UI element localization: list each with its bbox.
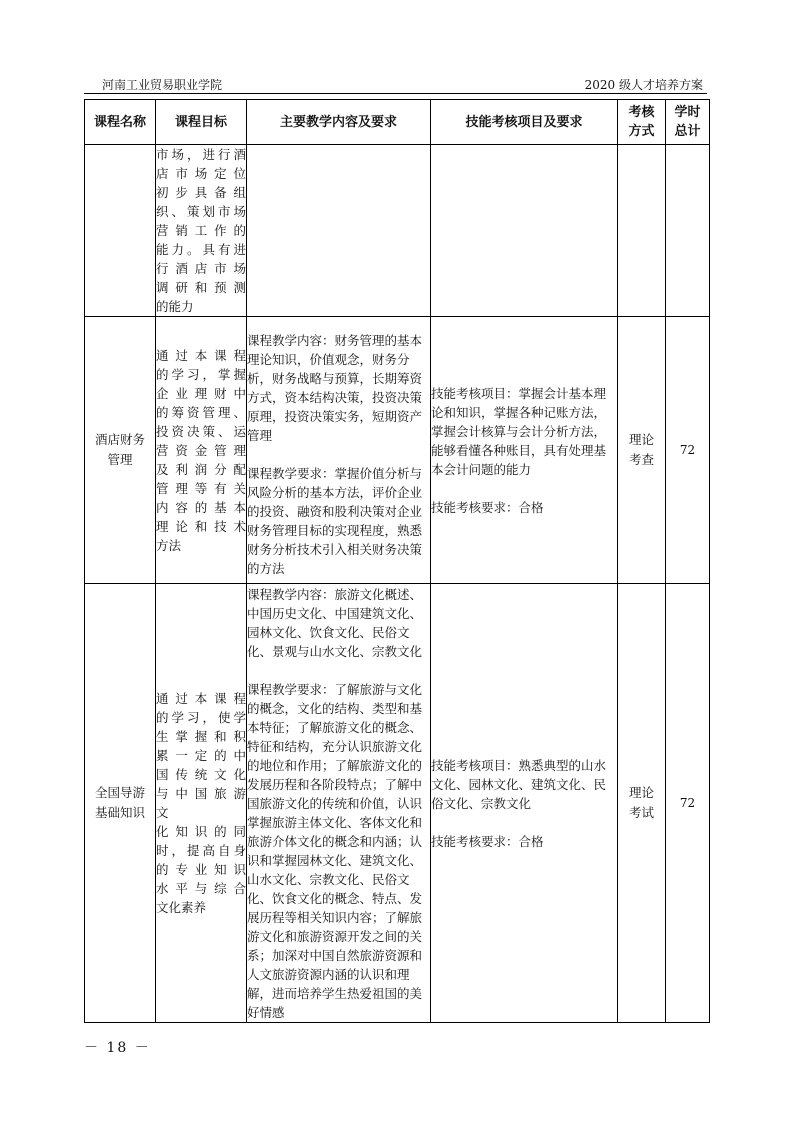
skill-cell: [431, 145, 618, 317]
table-row: [85, 317, 710, 584]
course-name-cell: [85, 145, 156, 317]
hours-cell: 72: [666, 317, 710, 584]
table-row: [85, 145, 710, 317]
course-table: [84, 99, 710, 1023]
exam-cell: 理论 考查: [618, 317, 666, 584]
page-header: [84, 76, 707, 94]
content-cell: [247, 145, 431, 317]
course-name-cell: 酒店财务 管理: [85, 317, 156, 584]
content-cell: 课程教学内容：旅游文化概述、中国历史文化、中国建筑文化、园林文化、饮食文化、民俗文化、景观与山水文化、宗教文化 课程教学要求：了解旅游与文化的概念，文化的结构、类型和基本特征；了解旅游文化的概念、特征和结构，充分认识旅游文化的地位和作用；了解旅游文化的发展历程和各阶段特点；了解中国旅游文化的传统和价值，认识掌握旅游主体文化、客体文化和旅游介体文化的概念和内涵；认识和掌握园林文化、建筑文化、山水文化、宗教文化、民俗文化、饮食文化的概念、特点、发展历程等相关知识内容；了解旅游文化和旅游资源开发之间的关系；加深对中国自然旅游资源和人文旅游资源内涵的认识和理解，进而培养学生热爱祖国的美好情感: [247, 584, 431, 1023]
header-course-name: 课程名称: [85, 100, 156, 145]
skill-cell: 技能考核项目：熟悉典型的山水文化、园林文化、建筑文化、民俗文化、宗教文化 技能考核要求：合格: [431, 584, 618, 1023]
table-header-row: [85, 100, 710, 145]
hours-cell: 72: [666, 584, 710, 1023]
header-skill: 技能考核项目及要求: [431, 100, 618, 145]
skill-cell: 技能考核项目：掌握会计基本理论和知识，掌握各种记账方法，掌握会计核算与会计分析方法，能够看懂各种账目，具有处理基本会计问题的能力 技能考核要求：合格: [431, 317, 618, 584]
content-cell: 课程教学内容：财务管理的基本理论知识，价值观念，财务分析，财务战略与预算，长期筹资方式，资本结构决策，投资决策原理，投资决策实务，短期资产管理 课程教学要求：掌握价值分析与风险分析的基本方法，评价企业的投资、融资和股利决策对企业财务管理目标的实现程度，熟悉财务分析技术引入相关财务决策的方法: [247, 317, 431, 584]
course-name-cell: 全国导游 基础知识: [85, 584, 156, 1023]
course-goal-cell: 市场，进行酒 店市场定位 初步具备组 织、策划市场 营销工作的 能力。具有进 行酒店市场 调研和预测 的能力: [156, 145, 247, 317]
header-hours: 学时 总计: [666, 100, 710, 145]
exam-cell: 理论 考试: [618, 584, 666, 1023]
course-goal-cell: 通过本课程 的学习，使学 生掌握和积 累一定的中 国传统文化 与中国旅游 文 化知识的同 时，提高自身 的专业知识 水平与综合 文化素养: [156, 584, 247, 1023]
exam-cell: [618, 145, 666, 317]
table-row: [85, 584, 710, 1023]
plan-title: 2020 级人才培养方案: [584, 78, 703, 92]
course-goal-cell: 通过本课程 的学习，掌握 企业理财中 的筹资管理、 投资决策、运 营资金管理 及利润分配 管理等有关 内容的基本 理论和技术 方法: [156, 317, 247, 584]
header-content: 主要教学内容及要求: [247, 100, 431, 145]
hours-cell: [666, 145, 710, 317]
page-number: － 18 －: [84, 1040, 151, 1056]
school-name: 河南工业贸易职业学院: [102, 78, 223, 92]
header-course-goal: 课程目标: [156, 100, 247, 145]
header-exam: 考核 方式: [618, 100, 666, 145]
